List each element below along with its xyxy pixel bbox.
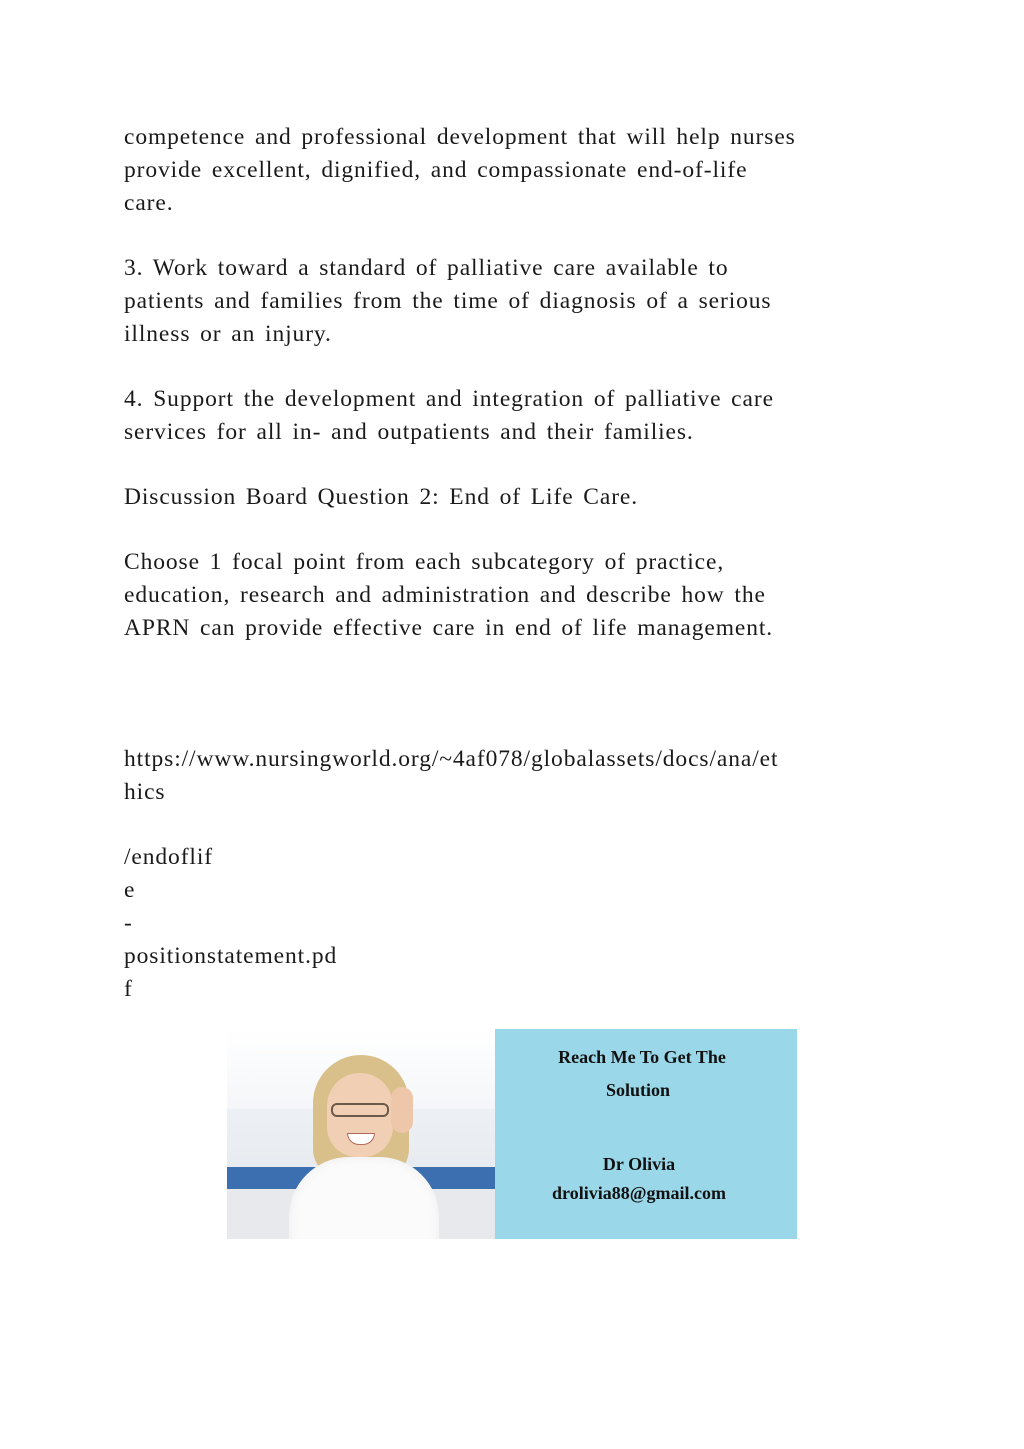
link-line[interactable]: - bbox=[124, 910, 133, 936]
discussion-heading bbox=[124, 481, 904, 514]
paragraph-item-3 bbox=[124, 252, 904, 351]
text-line: care. bbox=[124, 190, 174, 216]
link-line[interactable]: f bbox=[124, 976, 133, 1002]
promo-line-1: Reach Me To Get The bbox=[558, 1047, 726, 1067]
text-line: Choose 1 focal point from each subcategory of practice, bbox=[124, 549, 725, 575]
woman-photo-icon bbox=[227, 1029, 495, 1239]
link-line[interactable]: /endoflif bbox=[124, 844, 214, 870]
text-line: APRN can provide effective care in end of life management. bbox=[124, 615, 774, 641]
text-line: competence and professional development that will help nurses bbox=[124, 124, 796, 150]
paragraph-competence bbox=[124, 121, 904, 220]
text-line: education, research and administration and describe how the bbox=[124, 582, 766, 608]
link-line[interactable]: e bbox=[124, 877, 136, 903]
text-line: services for all in- and outpatients and their families. bbox=[124, 419, 694, 445]
text-line: patients and families from the time of diagnosis of a serious bbox=[124, 288, 772, 314]
contact-email: drolivia88@gmail.com bbox=[552, 1183, 726, 1203]
promo-line-2: Solution bbox=[605, 1080, 671, 1100]
contact-name: Dr Olivia bbox=[602, 1154, 676, 1174]
text-line: provide excellent, dignified, and compassionate end-of-life bbox=[124, 157, 748, 183]
document-body bbox=[124, 121, 904, 1038]
reference-link[interactable] bbox=[124, 743, 904, 809]
text-line: illness or an injury. bbox=[124, 321, 332, 347]
link-line[interactable]: positionstatement.pd bbox=[124, 943, 338, 969]
link-line[interactable]: hics bbox=[124, 779, 166, 805]
paragraph-instructions bbox=[124, 546, 904, 645]
reference-link-tail[interactable] bbox=[124, 841, 904, 1006]
text-line: 4. Support the development and integration of palliative care bbox=[124, 386, 774, 412]
promo-banner bbox=[227, 1029, 797, 1239]
link-line[interactable]: https://www.nursingworld.org/~4af078/globalassets/docs/ana/et bbox=[124, 746, 779, 772]
paragraph-item-4 bbox=[124, 383, 904, 449]
contact-panel bbox=[495, 1029, 797, 1239]
text-line: Discussion Board Question 2: End of Life Care. bbox=[124, 484, 639, 510]
text-line: 3. Work toward a standard of palliative care available to bbox=[124, 255, 729, 281]
